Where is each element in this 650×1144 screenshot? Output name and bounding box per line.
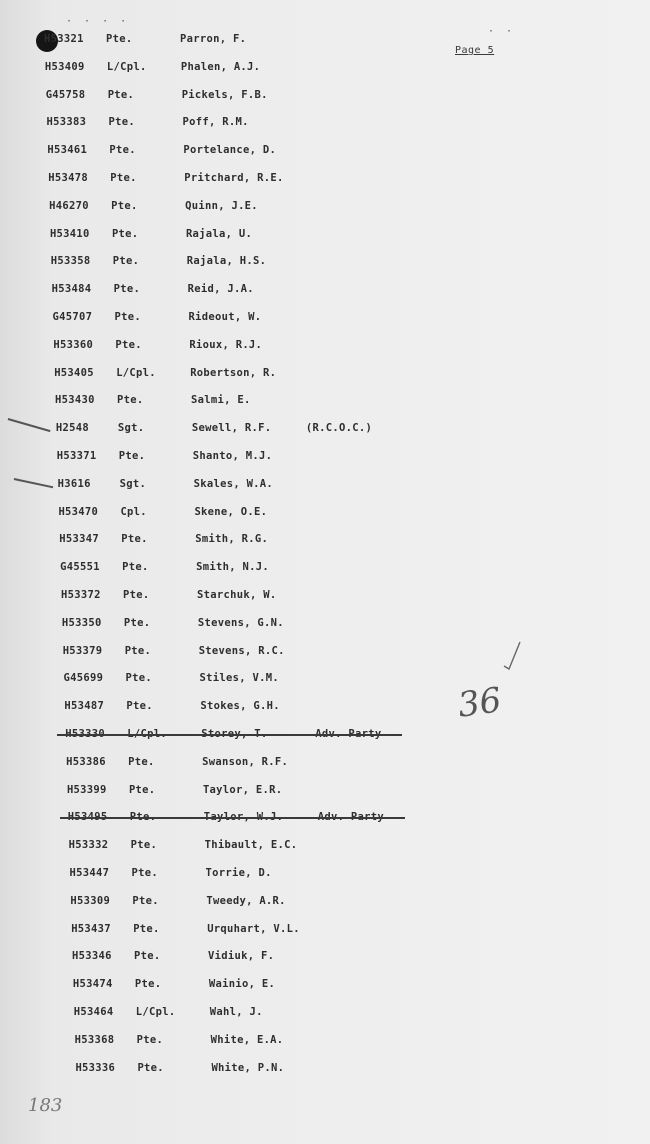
soldier-name: Wahl, J. — [209, 1006, 263, 1018]
service-number: G45551 — [60, 561, 100, 574]
service-number: H53332 — [68, 839, 109, 852]
service-number: H53379 — [62, 644, 103, 657]
soldier-name: Starchuk, W. — [197, 589, 277, 601]
service-number: H53470 — [58, 505, 99, 518]
rank: Pte. — [118, 450, 146, 462]
rank: Pte. — [111, 199, 138, 212]
service-number: H53371 — [56, 450, 97, 462]
soldier-name: Salmi, E. — [191, 394, 251, 407]
service-number: H53346 — [72, 950, 112, 963]
rank: Pte. — [132, 894, 159, 907]
service-number: H53461 — [47, 144, 88, 157]
strikethrough-line — [60, 817, 405, 819]
soldier-name: Reid, J.A. — [187, 283, 254, 296]
soldier-name: Shanto, M.J. — [192, 450, 273, 462]
soldier-name: Taylor, E.R. — [202, 783, 283, 796]
service-number: H53474 — [72, 978, 113, 991]
soldier-name: Torrie, D. — [205, 867, 272, 879]
rank: Pte. — [131, 867, 158, 879]
service-number: H53487 — [64, 700, 105, 713]
rank: Pte. — [134, 950, 161, 963]
service-number: H53409 — [44, 60, 85, 73]
rank: L/Cpl. — [135, 1006, 176, 1018]
service-number: H46270 — [49, 199, 89, 212]
service-number: G45758 — [45, 88, 86, 101]
soldier-name: Urquhart, V.L. — [207, 922, 300, 935]
soldier-name: Poff, R.M. — [182, 116, 249, 129]
service-number: H53358 — [50, 255, 91, 268]
service-number: H53478 — [48, 172, 88, 184]
service-number: H53437 — [71, 922, 111, 935]
rank: Pte. — [108, 116, 136, 129]
rank: Pte. — [134, 978, 162, 991]
soldier-name: Quinn, J.E. — [185, 199, 258, 212]
remark: (R.C.O.C.) — [305, 422, 373, 435]
service-number: H53484 — [51, 283, 92, 296]
rank: Pte. — [128, 783, 156, 796]
rank: Pte. — [117, 394, 144, 407]
soldier-name: Portelance, D. — [183, 144, 277, 157]
soldier-name: Rioux, R.J. — [189, 338, 263, 351]
soldier-name: Thibault, E.C. — [204, 839, 298, 852]
service-number: H53321 — [44, 33, 84, 45]
service-number: H3616 — [57, 477, 91, 490]
service-number: H53405 — [54, 366, 94, 379]
soldier-name: Smith, N.J. — [196, 561, 269, 574]
soldier-name: Parron, F. — [180, 33, 247, 45]
rank: Cpl. — [120, 505, 147, 518]
service-number: H53360 — [53, 338, 94, 351]
rank: Pte. — [130, 839, 158, 852]
rank: Pte. — [106, 33, 133, 45]
service-number: H53350 — [61, 616, 102, 629]
rank: L/Cpl. — [106, 60, 147, 73]
rank: Pte. — [113, 283, 141, 296]
rank: Pte. — [107, 88, 135, 101]
strikethrough-line — [57, 734, 402, 736]
service-number: G45707 — [52, 311, 93, 323]
rank: Pte. — [126, 700, 153, 713]
rank: Pte. — [110, 172, 137, 184]
service-number: H2548 — [55, 422, 89, 435]
soldier-name: Stevens, R.C. — [198, 644, 285, 657]
checkmark-icon — [503, 640, 521, 670]
rank: Pte. — [136, 1033, 164, 1046]
service-number: H53372 — [61, 589, 101, 601]
soldier-name: Swanson, R.F. — [202, 755, 289, 768]
margin-tick-mark — [14, 478, 53, 488]
rank: Pte. — [114, 311, 141, 323]
rank: Pte. — [137, 1061, 164, 1074]
soldier-name: Tweedy, A.R. — [206, 894, 286, 907]
rank: L/Cpl. — [116, 366, 156, 379]
service-number: H53430 — [55, 394, 95, 407]
soldier-name: Wainio, E. — [208, 978, 276, 991]
soldier-name: Rajala, U. — [185, 227, 253, 240]
rank: Pte. — [125, 672, 153, 685]
service-number: H53410 — [49, 227, 90, 240]
rank: Pte. — [124, 644, 152, 657]
service-number: H53386 — [66, 755, 106, 768]
service-number: H53447 — [69, 867, 110, 879]
rank: Pte. — [112, 255, 140, 268]
rank: Pte. — [115, 338, 142, 351]
service-number: H53336 — [75, 1061, 116, 1074]
rank: Pte. — [133, 922, 160, 935]
soldier-name: Stokes, G.H. — [200, 700, 280, 713]
rank: Pte. — [109, 144, 136, 157]
soldier-name: Vidiuk, F. — [208, 950, 275, 963]
service-number: H53464 — [73, 1006, 114, 1018]
soldier-name: Stevens, G.N. — [197, 616, 284, 629]
rank: Pte. — [128, 755, 155, 768]
scan-speckle: · · · · — [66, 16, 130, 27]
service-number: H53383 — [46, 116, 87, 129]
soldier-name: Phalen, A.J. — [180, 60, 261, 73]
soldier-name: Smith, R.G. — [195, 533, 269, 546]
page-label: Page 5 — [455, 45, 495, 56]
handwritten-number: 36 — [455, 680, 504, 726]
service-number: H53399 — [66, 783, 107, 796]
soldier-name: White, E.A. — [210, 1033, 284, 1046]
rank: Pte. — [121, 533, 148, 546]
soldier-name: Skene, O.E. — [194, 505, 268, 518]
soldier-name: Sewell, R.F. — [191, 422, 272, 435]
service-number: H53309 — [70, 894, 111, 907]
rank: Sgt. — [119, 477, 147, 490]
soldier-name: Skales, W.A. — [193, 477, 274, 490]
service-number: G45699 — [63, 672, 104, 685]
service-number: H53368 — [74, 1033, 115, 1046]
margin-tick-mark — [8, 418, 51, 432]
soldier-name: Stiles, V.M. — [199, 672, 280, 685]
handwritten-folio: 183 — [28, 1095, 63, 1116]
soldier-name: Rajala, H.S. — [186, 255, 267, 268]
soldier-name: White, P.N. — [211, 1061, 285, 1074]
rank: Sgt. — [117, 422, 145, 435]
soldier-name: Robertson, R. — [190, 366, 277, 379]
rank: Pte. — [122, 561, 149, 574]
service-number: H53347 — [59, 533, 100, 546]
soldier-name: Rideout, W. — [188, 311, 262, 323]
scan-speckle: · · — [488, 26, 516, 37]
rank: Pte. — [123, 589, 150, 601]
soldier-name: Pritchard, R.E. — [184, 172, 284, 184]
rank: Pte. — [111, 227, 139, 240]
rank: Pte. — [123, 616, 151, 629]
soldier-name: Pickels, F.B. — [181, 88, 268, 101]
